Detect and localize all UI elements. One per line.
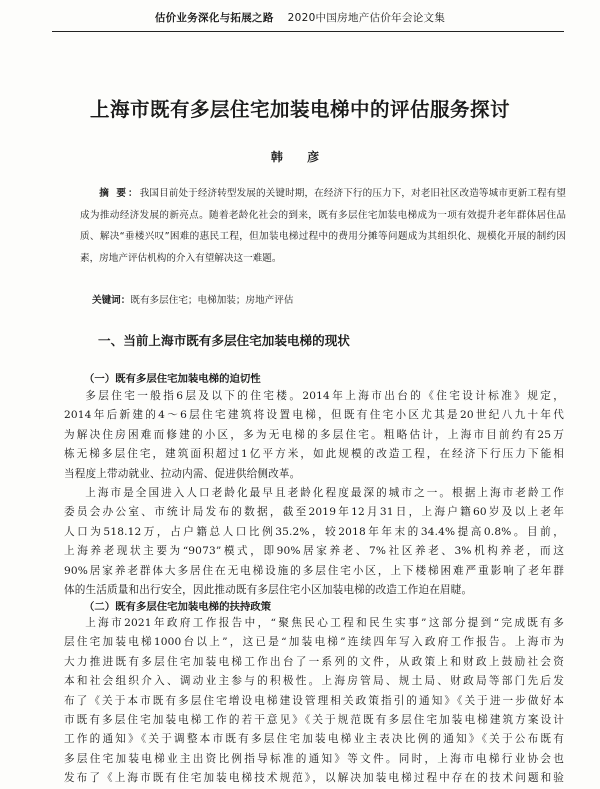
paragraph-line: 大力推进既有多层住宅加装电梯工作出台了一系列的文件，从政策上和财政上鼓励社会资 bbox=[64, 655, 564, 668]
paragraph-line: 上海市2021年政府工作报告中，“聚焦民心工程和民生实事”这部分提到“完成既有多 bbox=[85, 617, 564, 629]
paragraph-line: 多层住宅加装电梯业主出资比例指导标准的通知》等文件。同时，上海市电梯行业协会也 bbox=[64, 752, 564, 765]
keywords bbox=[92, 292, 562, 306]
paragraph-line: 工作的通知》《关于调整本市既有多层住宅加装电梯业主表决比例的通知》《关于公布既有 bbox=[64, 733, 564, 746]
paragraph-line: 上海养老现状主要为“9073”模式，即90%居家养老、7%社区养老、3%机构养老，而这 bbox=[64, 545, 564, 558]
paragraph-line: 市既有多层住宅加装电梯工作的若干意见》《关于规范既有多层住宅加装电梯建筑方案设计 bbox=[64, 714, 564, 727]
paragraph-1 bbox=[64, 387, 564, 484]
abstract-text: 我国目前处于经济转型发展的关键时期，在经济下行的压力下，对老旧社区改造等城市更新工程有望成为推动经济发展的新亮点。随着老龄化社会的到来，既有多层住宅加装电梯成为一项有效提升老年群体居住品质、解决“垂楼兴叹”困难的惠民工程，但加装电梯过程中的费用分摊等问题成为其组织化、规模化开展的制约因素，房地产评估机构的介入有望解决这一难题。 bbox=[80, 188, 567, 264]
paragraph-line: 栋无梯多层住宅，建筑面积超过1亿平方米，如此规模的改造工程，在经济下行压力下能相 bbox=[64, 448, 564, 461]
paragraph-line: 人口为518.12万，占户籍总人口比例35.2%，较2018年年末的34.4%提高0.8%。目前， bbox=[64, 525, 564, 538]
paragraph-line: 2014年后新建的4～6层住宅建筑将设置电梯，但既有住宅小区尤其是20世纪八九十年代 bbox=[64, 409, 564, 422]
paragraph-line: 体的生活质量和出行安全，因此推动既有多层住宅小区加装电梯的改造工作迫在眉睫。 bbox=[64, 584, 473, 597]
author-name: 韩 彦 bbox=[270, 150, 330, 164]
paragraph-line: 委员会办公室、市统计局发布的数据，截至2019年12月31日，上海户籍60岁及以上老年 bbox=[64, 506, 564, 519]
paragraph-2 bbox=[64, 484, 564, 600]
keywords-text: 既有多层住宅；电梯加装；房地产评估 bbox=[130, 295, 294, 306]
paragraph-line: 上海市是全国进入人口老龄化最早且老龄化程度最深的城市之一。根据上海市老龄工作 bbox=[85, 487, 564, 499]
running-head-right: 2020中国房地产估价年会论文集 bbox=[287, 12, 446, 24]
header-rule bbox=[52, 31, 564, 32]
paragraph-3 bbox=[64, 614, 564, 789]
paragraph-line: 当程度上带动就业、拉动内需、促进供给侧改革。 bbox=[64, 467, 301, 480]
section-heading: 一、当前上海市既有多层住宅加装电梯的现状 bbox=[98, 333, 350, 348]
paragraph-line: 90%居家养老群体大多居住在无电梯设施的多层住宅小区，上下楼梯困难严重影响了老年群 bbox=[64, 564, 564, 577]
paragraph-line: 发布了《上海市既有住宅加装电梯技术规范》，以解决加装电梯过程中存在的技术问题和验 bbox=[64, 772, 564, 785]
paragraph-line: 本和社会组织介入、调动业主参与的积极性。上海房管局、规土局、财政局等部门先后发 bbox=[64, 675, 564, 688]
keywords-label: 关键词： bbox=[92, 295, 131, 306]
paragraph-line: 层住宅加装电梯1000台以上”，这已是“加装电梯”连续四年写入政府工作报告。上海市为 bbox=[64, 636, 564, 649]
abstract bbox=[80, 183, 566, 269]
paragraph-line: 多层住宅一般指6层及以下的住宅楼。2014年上海市出台的《住宅设计标准》规定， bbox=[85, 390, 564, 402]
running-head bbox=[0, 10, 600, 25]
subsection-heading-2: （二）既有多层住宅加装电梯的扶持政策 bbox=[84, 601, 272, 613]
abstract-label: 摘 要： bbox=[99, 188, 140, 199]
paper-title: 上海市既有多层住宅加装电梯中的评估服务探讨 bbox=[89, 98, 510, 121]
running-head-left: 估价业务深化与拓展之路 bbox=[154, 12, 274, 24]
subsection-heading-1: （一）既有多层住宅加装电梯的迫切性 bbox=[84, 373, 261, 385]
paragraph-line: 布了《关于本市既有多层住宅增设电梯建设管理相关政策指引的通知》《关于进一步做好本 bbox=[64, 694, 564, 707]
paragraph-line: 为解决住房困难而修建的小区，多为无电梯的多层住宅。粗略估计，上海市目前约有25万 bbox=[64, 428, 564, 441]
